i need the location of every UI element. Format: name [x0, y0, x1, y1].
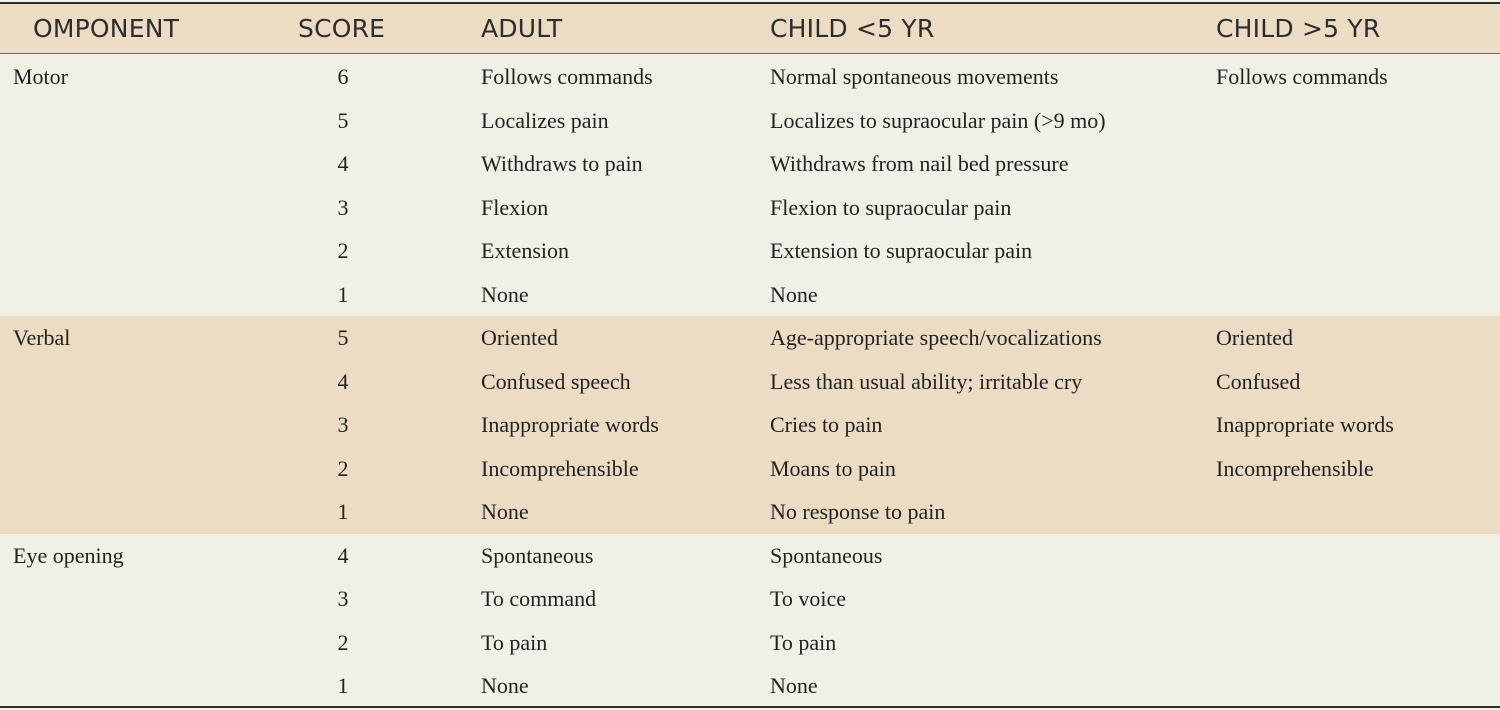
child-under-5-cell: Withdraws from nail bed pressure — [770, 151, 1069, 176]
adult-cell: None — [481, 673, 529, 698]
table-row — [0, 534, 1500, 578]
adult-cell: Withdraws to pain — [481, 151, 643, 176]
child-under-5-cell: To voice — [770, 586, 847, 611]
child-under-5-cell: Flexion to supraocular pain — [770, 194, 1012, 220]
adult-cell: None — [481, 281, 529, 307]
table-row — [0, 577, 1500, 621]
adult-cell: Extension — [481, 238, 569, 263]
adult-cell: Flexion — [481, 194, 549, 220]
table-row — [0, 447, 1500, 491]
group-verbal — [0, 316, 1500, 534]
score-cell: 2 — [337, 629, 349, 655]
table-row — [0, 186, 1500, 230]
table-row — [0, 273, 1500, 317]
child-over-5-cell: Inappropriate words — [1216, 412, 1394, 437]
adult-cell: Follows commands — [481, 64, 653, 89]
adult-cell: Inappropriate words — [481, 412, 659, 437]
child-over-5-cell: Confused — [1216, 368, 1301, 394]
score-cell: 1 — [337, 281, 349, 307]
score-cell: 4 — [337, 542, 349, 568]
table-row — [0, 360, 1500, 404]
bottom-rule — [0, 706, 1500, 708]
table-row — [0, 664, 1500, 708]
child-over-5-cell: Follows commands — [1216, 64, 1388, 89]
adult-cell: Localizes pain — [481, 107, 609, 133]
adult-cell: Confused speech — [481, 368, 631, 394]
component-label: Verbal — [13, 325, 71, 350]
component-label: Eye opening — [13, 542, 124, 568]
header-child-under-5: CHILD <5 YR — [770, 14, 935, 43]
child-under-5-cell: Less than usual ability; irritable cry — [770, 368, 1083, 394]
table-header — [0, 4, 1500, 54]
table-row — [0, 490, 1500, 534]
header-component: OMPONENT — [33, 14, 180, 43]
child-over-5-cell: Incomprehensible — [1216, 455, 1374, 481]
component-label: Motor — [13, 64, 68, 89]
child-under-5-cell: Cries to pain — [770, 412, 883, 437]
adult-cell: Oriented — [481, 325, 558, 350]
table-row — [0, 99, 1500, 143]
adult-cell: To pain — [481, 629, 548, 655]
table-row — [0, 316, 1500, 360]
adult-cell: Incomprehensible — [481, 455, 639, 481]
score-cell: 3 — [337, 586, 349, 611]
table-row — [0, 403, 1500, 447]
score-cell: 1 — [337, 673, 349, 698]
score-cell: 5 — [337, 107, 349, 133]
table-row — [0, 229, 1500, 273]
child-under-5-cell: Spontaneous — [770, 542, 883, 568]
adult-cell: To command — [481, 586, 597, 611]
header-score: SCORE — [298, 14, 386, 43]
score-cell: 3 — [337, 194, 349, 220]
score-cell: 4 — [337, 151, 349, 176]
score-cell: 6 — [337, 64, 349, 89]
table-row — [0, 621, 1500, 665]
child-over-5-cell: Oriented — [1216, 325, 1293, 350]
header-adult: ADULT — [481, 14, 563, 43]
score-cell: 2 — [337, 238, 349, 263]
child-under-5-cell: Normal spontaneous movements — [770, 64, 1059, 89]
child-under-5-cell: No response to pain — [770, 499, 946, 524]
table-row — [0, 142, 1500, 186]
adult-cell: None — [481, 499, 529, 524]
score-cell: 1 — [337, 499, 349, 524]
child-under-5-cell: Localizes to supraocular pain (>9 mo) — [770, 107, 1106, 133]
child-under-5-cell: None — [770, 673, 818, 698]
adult-cell: Spontaneous — [481, 542, 594, 568]
child-under-5-cell: Moans to pain — [770, 455, 896, 481]
score-cell: 5 — [337, 325, 349, 350]
child-under-5-cell: To pain — [770, 629, 837, 655]
child-under-5-cell: Age-appropriate speech/vocalizations — [770, 325, 1102, 350]
score-cell: 4 — [337, 368, 349, 394]
header-child-over-5: CHILD >5 YR — [1216, 14, 1381, 43]
group-motor — [0, 55, 1500, 316]
child-under-5-cell: Extension to supraocular pain — [770, 238, 1033, 263]
table-row — [0, 55, 1500, 99]
score-cell: 2 — [337, 455, 349, 481]
group-eye-opening — [0, 534, 1500, 708]
score-cell: 3 — [337, 412, 349, 437]
child-under-5-cell: None — [770, 281, 818, 307]
